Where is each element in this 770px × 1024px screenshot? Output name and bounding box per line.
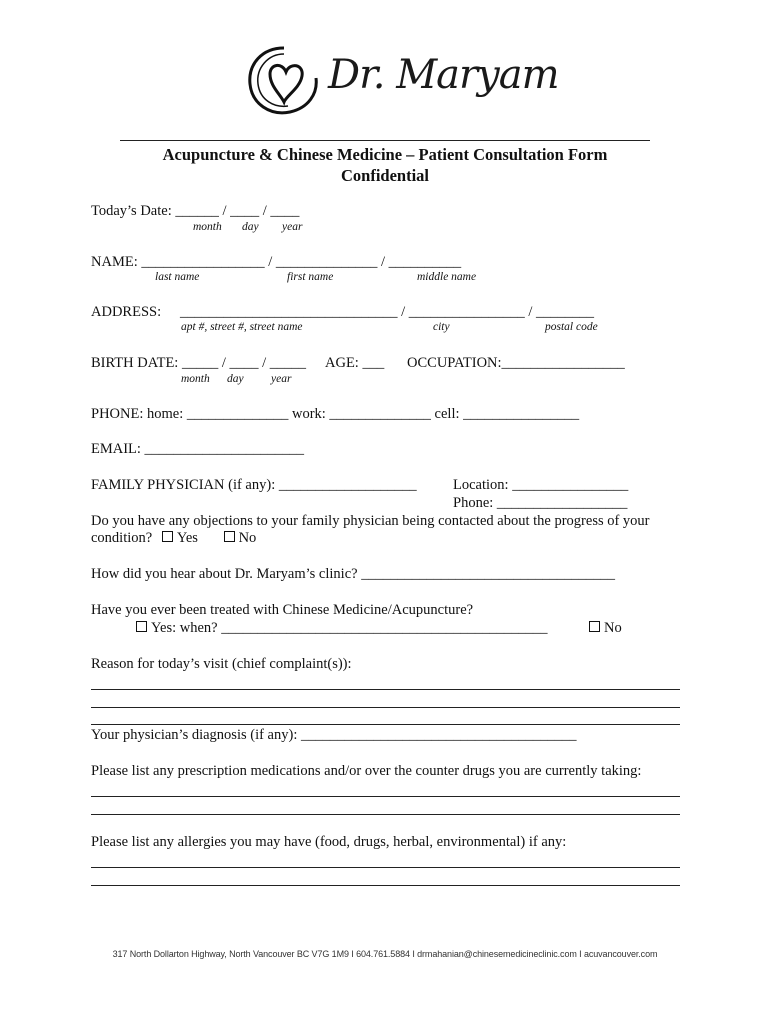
checkbox-icon[interactable] <box>224 531 235 542</box>
checkbox-icon[interactable] <box>162 531 173 542</box>
phone-field[interactable]: PHONE: home: ______________ work: ______________ cell: ________________ <box>91 406 580 422</box>
treated-yes-label: Yes: when? _____________________________________________ <box>151 620 548 636</box>
treated-yes-option[interactable] <box>136 620 547 637</box>
physician-phone-field[interactable]: Phone: __________________ <box>453 495 628 511</box>
medications-line-1[interactable] <box>91 796 680 797</box>
city-hint: city <box>433 321 450 333</box>
allergies-question: Please list any allergies you may have (food, drugs, herbal, environmental) if any: <box>91 834 567 850</box>
address-field[interactable]: ______________________________ / ________________ / ________ <box>180 304 595 320</box>
age-field[interactable]: AGE: ___ <box>325 355 385 371</box>
postal-code-hint: postal code <box>545 321 598 333</box>
medications-question: Please list any prescription medications and/or over the counter drugs you are currently taking: <box>91 763 642 779</box>
reason-line-2[interactable] <box>91 707 680 708</box>
objection-no-option[interactable] <box>224 530 257 546</box>
family-physician-field[interactable]: FAMILY PHYSICIAN (if any): ___________________ <box>91 477 417 493</box>
last-name-hint: last name <box>155 271 200 283</box>
footer-contact: 317 North Dollarton Highway, North Vancouver BC V7G 1M9 I 604.761.5884 I drmahanian@chinesemedicineclinic.com I acuvancouver.com <box>112 949 658 959</box>
street-hint: apt #, street #, street name <box>181 321 303 333</box>
birth-year-hint: year <box>271 373 292 385</box>
heart-circle-logo-icon <box>244 40 324 120</box>
logo <box>244 40 559 120</box>
objection-question: Do you have any objections to your family physician being contacted about the progress of your <box>91 513 650 529</box>
reason-line-1[interactable] <box>91 689 680 690</box>
treated-question: Have you ever been treated with Chinese Medicine/Acupuncture? <box>91 602 474 618</box>
yes-label: Yes <box>176 530 198 546</box>
diagnosis-field[interactable]: Your physician’s diagnosis (if any): ______________________________________ <box>91 727 577 743</box>
birth-day-hint: day <box>227 373 244 385</box>
todays-date-field[interactable]: Today’s Date: ______ / ____ / ____ <box>91 203 300 219</box>
first-name-hint: first name <box>287 271 334 283</box>
medications-line-2[interactable] <box>91 814 680 815</box>
form-title: Acupuncture & Chinese Medicine – Patient Consultation Form <box>162 145 608 164</box>
treated-no-option[interactable] <box>589 620 622 637</box>
name-field[interactable]: NAME: _________________ / ______________ / __________ <box>91 254 462 270</box>
date-month-hint: month <box>193 221 222 233</box>
date-day-hint: day <box>242 221 259 233</box>
objection-condition-text: condition? <box>91 530 153 546</box>
logo-text: Dr. Maryam <box>328 52 559 98</box>
occupation-field[interactable]: OCCUPATION:_________________ <box>407 355 625 371</box>
middle-name-hint: middle name <box>417 271 477 283</box>
reason-question: Reason for today’s visit (chief complaint(s)): <box>91 656 352 672</box>
allergies-line-1[interactable] <box>91 867 680 868</box>
checkbox-icon[interactable] <box>589 621 600 632</box>
physician-location-field[interactable]: Location: ________________ <box>453 477 629 493</box>
reason-line-3[interactable] <box>91 724 680 725</box>
date-year-hint: year <box>282 221 303 233</box>
birth-month-hint: month <box>181 373 210 385</box>
referral-source-field[interactable]: How did you hear about Dr. Maryam’s clinic? ___________________________________ <box>91 566 615 582</box>
objection-yes-option[interactable] <box>162 530 198 546</box>
address-label: ADDRESS: <box>91 304 162 320</box>
birth-date-field[interactable]: BIRTH DATE: _____ / ____ / _____ <box>91 355 307 371</box>
email-field[interactable]: EMAIL: ______________________ <box>91 441 305 457</box>
form-subtitle: Confidential <box>340 166 429 185</box>
header-rule <box>120 140 650 141</box>
checkbox-icon[interactable] <box>136 621 147 632</box>
objection-line2 <box>91 530 256 547</box>
treated-no-label: No <box>604 620 622 636</box>
no-label: No <box>238 530 257 546</box>
allergies-line-2[interactable] <box>91 885 680 886</box>
